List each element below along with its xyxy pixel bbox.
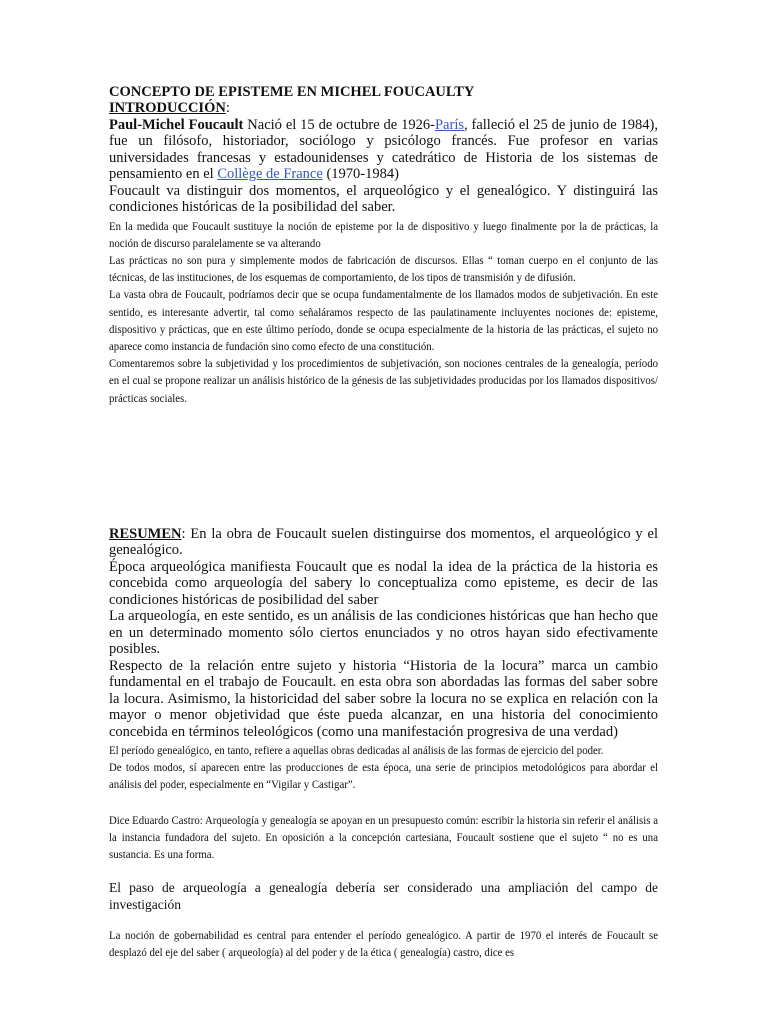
resumen-paragraph — [109, 526, 658, 559]
intro-heading-suffix: : — [225, 100, 230, 116]
paragraph-todos-modos: De todos modos, sí aparecen entre las producciones de esta época, una serie de principios metodológicos para abordar el análisis del poder, especialmente en “Vigilar y Castigar”. — [109, 760, 658, 792]
small-text-block-1 — [109, 218, 658, 405]
bio-paragraph — [109, 117, 658, 183]
paragraph-vasta-obra: La vasta obra de Foucault, podríamos decir que se ocupa fundamentalmente de los llamados modos de subjetivación. En este sentido, es interesante advertir, tal como señaláramos respecto de las paulatinamente incluyentes nociones de: episteme, dispositivo y prácticas, que en este último período, donde se ocupa especialmente de la historia de las prácticas, el sujeto no aparece como instancia de fundación sino como efecto de una constitución. — [109, 287, 658, 353]
paragraph-medida: En la medida que Foucault sustituye la noción de episteme por la de dispositivo y luego finalmente por la de prácticas, la noción de discurso paralelamente se va alterando — [109, 218, 658, 250]
resumen-heading: RESUMEN — [109, 525, 182, 542]
college-de-france-link[interactable]: Collège de France — [217, 166, 323, 182]
intro-heading-line — [109, 100, 658, 117]
bio-text-1: Nació el 15 de octubre de 1926- — [243, 116, 435, 133]
paragraph-arqueologia: La arqueología, en este sentido, es un análisis de las condiciones históricas que han hecho que en un determinado momento sólo ciertos enunciados y no otros hayan sido efectivamente posibles. — [109, 608, 658, 657]
paragraph-respecto: Respecto de la relación entre sujeto y historia “Historia de la locura” marca un cambio fundamental en el trabajo de Foucault. en esta obra son abordadas las formas del saber sobre la locura. Asimismo, la historicidad del saber sobre la locura no se explica en relación con la mayor o menor objetividad que éste pueda alcanzar, en una historia del conocimiento concebida en términos teleológicos (como una manifestación progresiva de una verdad) — [109, 657, 658, 740]
bio-text-2: , falleció el 25 de junio de 1984), fue un filósofo, historiador, sociólogo y psicólogo francés. Fue profesor en varias universidades francesas y estadounidenses y catedrático de Historia de los sistemas de pensamiento en el — [109, 116, 658, 182]
paragraph-comentaremos: Comentaremos sobre la subjetividad y los procedimientos de subjetivación, son nociones centrales de la genealogía, período en el cual se propone realizar un análisis histórico de la génesis de las subjetividades producidas por los llamados dispositivos/ prácticas sociales. — [109, 356, 658, 405]
document-body — [109, 84, 658, 962]
paragraph-periodo: El período genealógico, en tanto, refiere a aquellas obras dedicadas al análisis de las formas de ejercicio del poder. — [109, 743, 604, 757]
paragraph-gobernabilidad: La noción de gobernabilidad es central para entender el período genealógico. A partir de 1970 el interés de Foucault se desplazó del eje del saber ( arqueología) al del poder y de la ética ( genealogía) castro, dice es — [109, 928, 658, 960]
paragraph-distinguir: Foucault va distinguir dos momentos, el arqueológico y el genealógico. Y distinguirá las condiciones históricas de la posibilidad del saber. — [109, 182, 658, 215]
paragraph-epoca: Época arqueológica manifiesta Foucault que es nodal la idea de la práctica de la historia es concebida como arqueología del sabery lo conceptualiza como episteme, es decir de las condiciones históricas de posibilidad del saber — [109, 558, 658, 608]
paris-link[interactable]: París — [434, 116, 464, 133]
paragraph-practicas: Las prácticas no son pura y simplemente modos de fabricación de discursos. Ellas “ toman cuerpo en el conjunto de las técnicas, de las instituciones, de los esquemas de comportamiento, de los tipos de transmisión y de difusión. — [109, 252, 658, 285]
bio-text-3: (1970-1984) — [322, 166, 399, 182]
paragraph-paso: El paso de arqueología a genealogía debería ser considerado una ampliación del campo de investigación — [109, 880, 658, 913]
bio-name: Paul-Michel Foucault — [109, 116, 244, 133]
intro-heading: INTRODUCCIÓN — [109, 100, 226, 116]
document-title: CONCEPTO DE EPISTEME EN MICHEL FOUCAULTY — [109, 84, 475, 100]
paragraph-castro: Dice Eduardo Castro: Arqueología y genealogía se apoyan en un presupuesto común: escribir la historia sin referir el análisis a la instancia fundadora del sujeto. En oposición a la concepción cartesiana, Foucault sostiene que el sujeto “ no es una sustancia. Es una forma. — [109, 812, 658, 862]
resumen-text: : En la obra de Foucault suelen distinguirse dos momentos, el arqueológico y el genealógico. — [109, 525, 658, 558]
